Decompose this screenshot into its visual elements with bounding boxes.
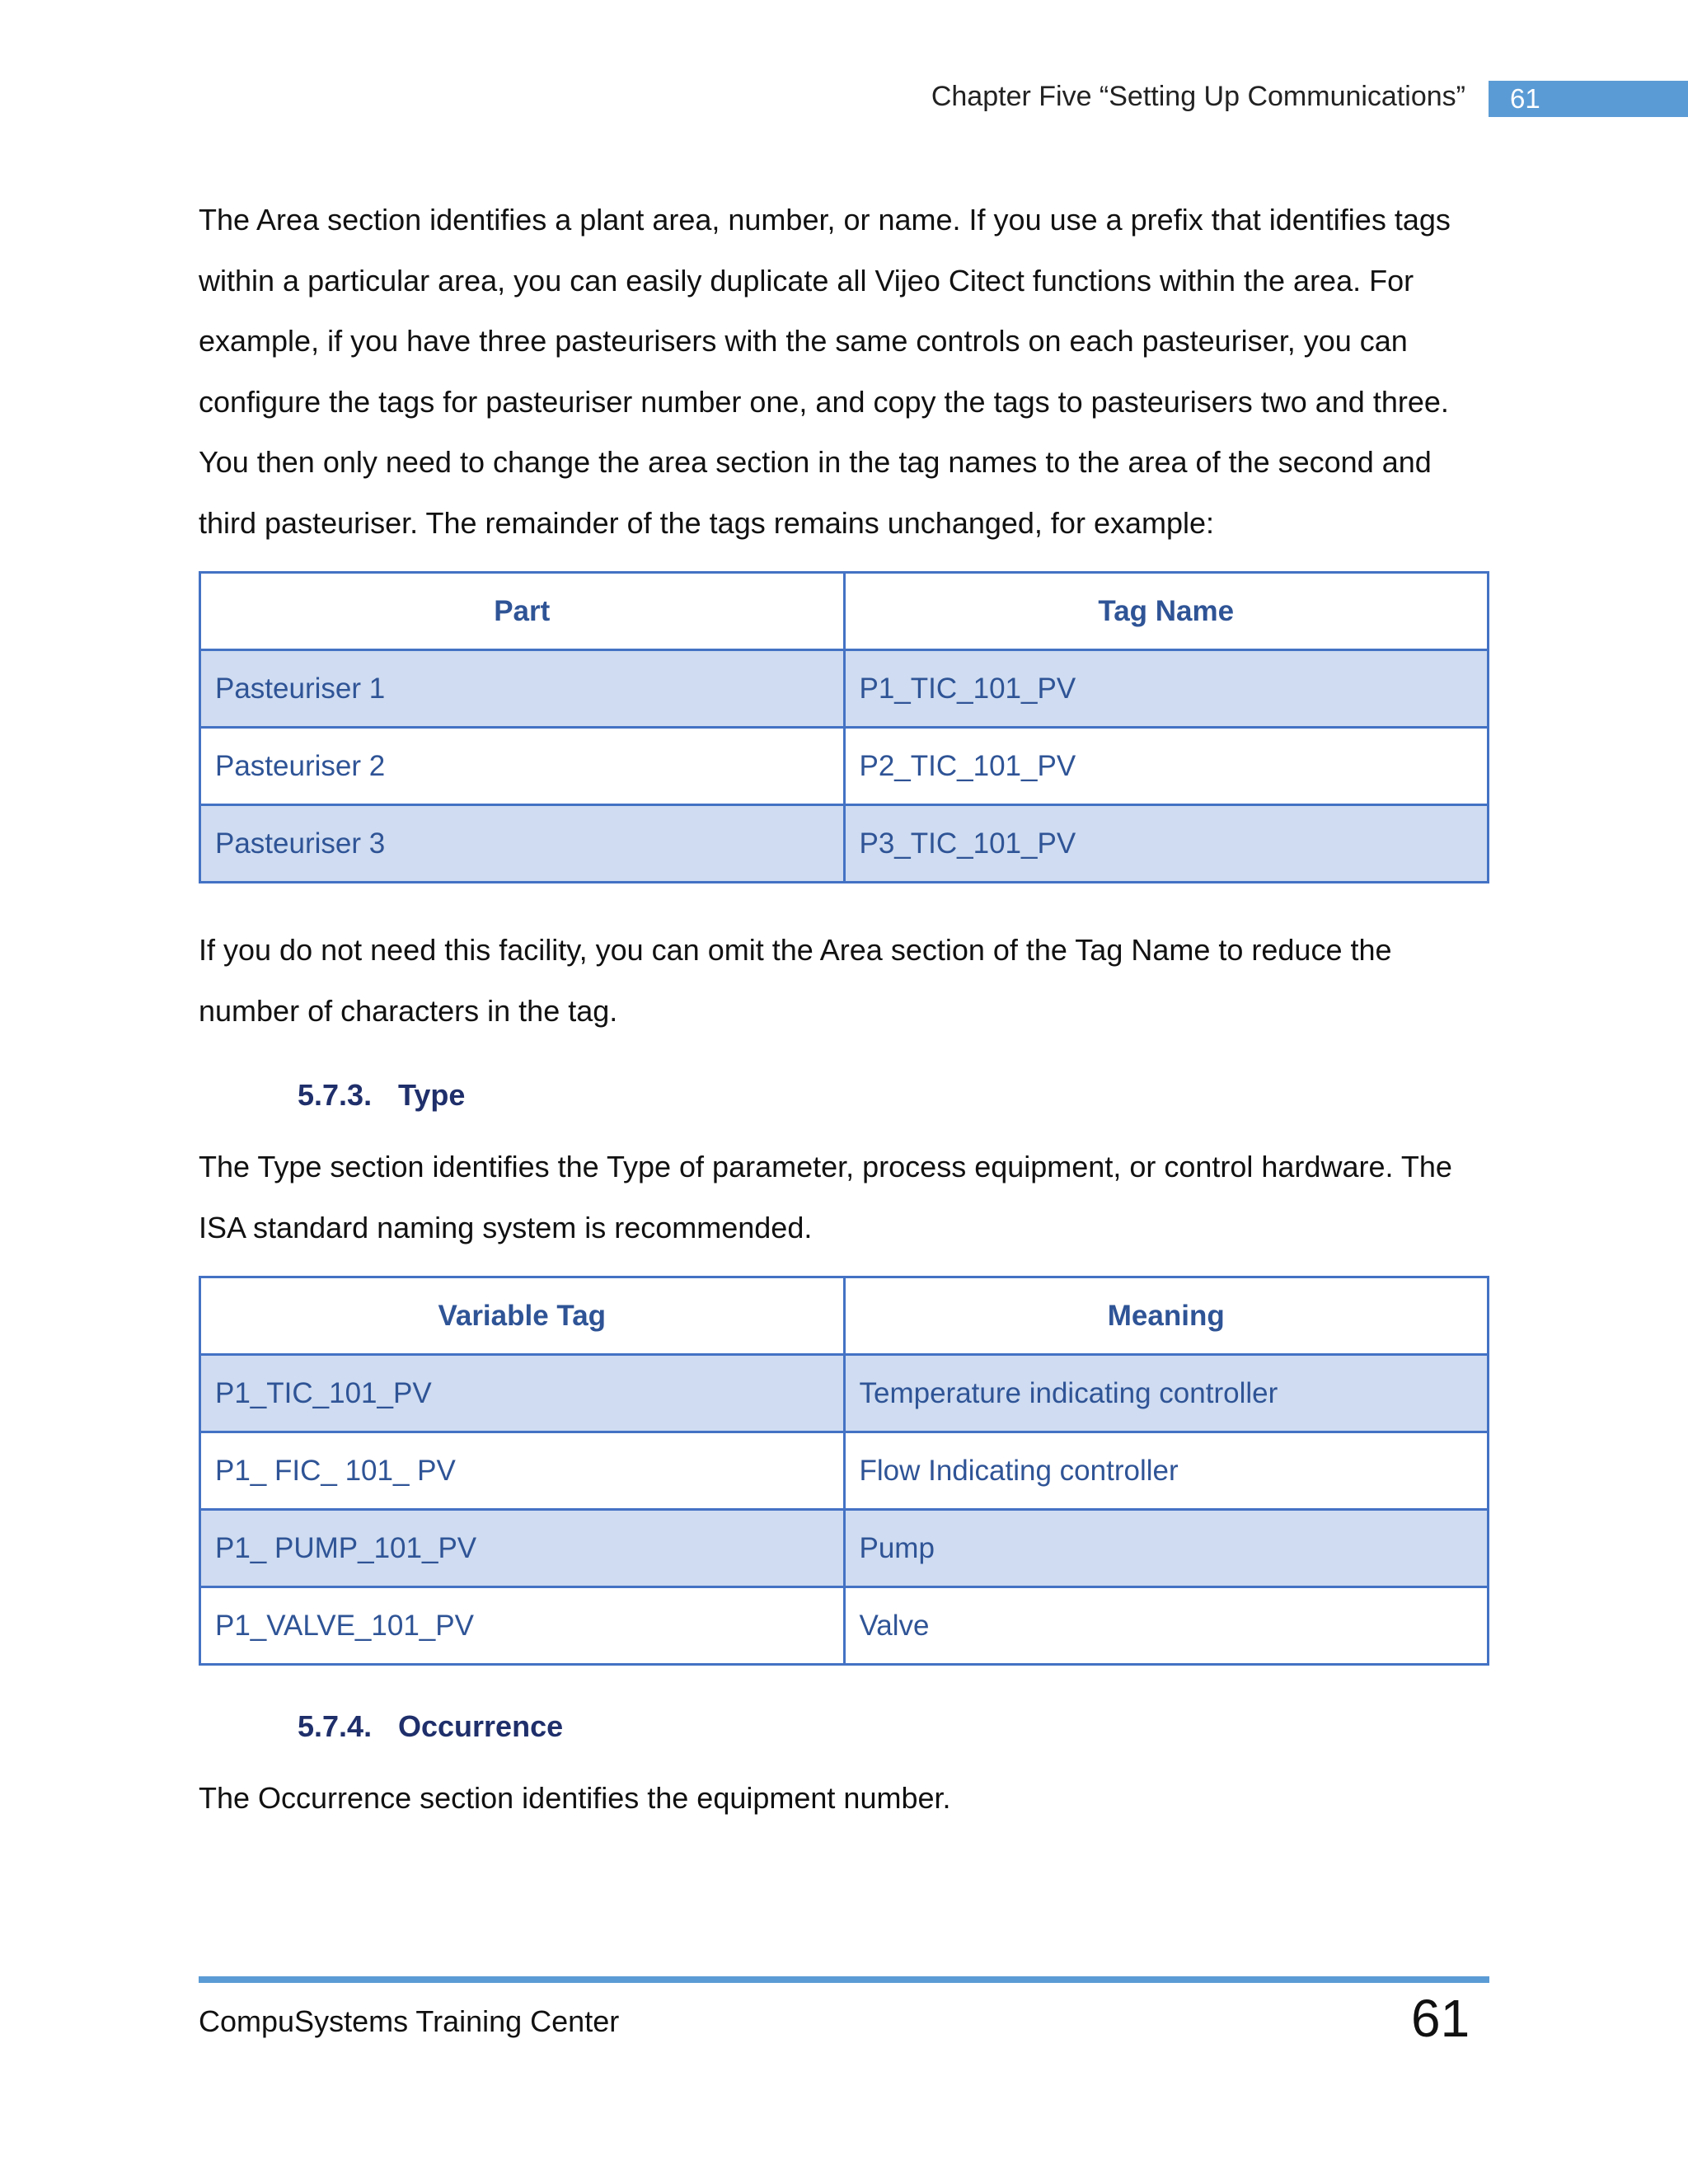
footer-organization: CompuSystems Training Center (199, 2004, 620, 2038)
section-heading-occurrence (199, 1702, 1489, 1751)
footer-page-number: 61 (1411, 1989, 1470, 2048)
column-header-meaning: Meaning (844, 1277, 1489, 1355)
area-tag-table (199, 571, 1489, 883)
table-row (200, 728, 1489, 805)
table-row (200, 805, 1489, 883)
table-cell: P1_VALVE_101_PV (200, 1587, 845, 1665)
table-row (200, 650, 1489, 728)
table-cell: Flow Indicating controller (844, 1432, 1489, 1510)
table-cell: Pasteuriser 3 (200, 805, 845, 883)
chapter-title: Chapter Five “Setting Up Communications” (931, 81, 1465, 112)
table-header-row (200, 1277, 1489, 1355)
table-row (200, 1510, 1489, 1587)
table-row (200, 1432, 1489, 1510)
table-cell: P1_TIC_101_PV (200, 1355, 845, 1432)
table-row (200, 1587, 1489, 1665)
type-intro-paragraph: The Type section identifies the Type of parameter, process equipment, or control hardware. The ISA standard naming system is recommended. (199, 1150, 1452, 1244)
occurrence-intro-paragraph: The Occurrence section identifies the equipment number. (199, 1781, 951, 1815)
table-cell: Temperature indicating controller (844, 1355, 1489, 1432)
table-cell: P3_TIC_101_PV (844, 805, 1489, 883)
table-cell: Pasteuriser 2 (200, 728, 845, 805)
table-cell: Valve (844, 1587, 1489, 1665)
page-content (199, 190, 1489, 1829)
area-intro-paragraph: The Area section identifies a plant area, number, or name. If you use a prefix that identifies tags within a particular area, you can easily duplicate all Vijeo Citect functions within the area. For example, if you have three pasteurisers with the same controls on each pasteuriser, you can configure the tags for pasteuriser number one, and copy the tags to pasteurisers two and three. You then only need to change the area section in the tag names to the area of the second and third pasteuriser. The remainder of the tags remains unchanged, for example: (199, 203, 1451, 540)
section-title: Type (398, 1078, 466, 1112)
section-number: 5.7.4. (298, 1709, 373, 1743)
section-number: 5.7.3. (298, 1078, 373, 1112)
table-cell: Pump (844, 1510, 1489, 1587)
footer-divider (199, 1976, 1489, 1983)
column-header-variable-tag: Variable Tag (200, 1277, 845, 1355)
table-cell: P1_ PUMP_101_PV (200, 1510, 845, 1587)
table-header-row (200, 573, 1489, 650)
column-header-tag-name: Tag Name (844, 573, 1489, 650)
table-cell: P2_TIC_101_PV (844, 728, 1489, 805)
area-omit-paragraph: If you do not need this facility, you can omit the Area section of the Tag Name to reduce the number of characters in the tag. (199, 933, 1392, 1028)
table-cell: P1_TIC_101_PV (844, 650, 1489, 728)
table-cell: P1_ FIC_ 101_ PV (200, 1432, 845, 1510)
table-row (200, 1355, 1489, 1432)
page-number-badge: 61 (1489, 81, 1688, 117)
column-header-part: Part (200, 573, 845, 650)
section-title: Occurrence (398, 1709, 564, 1743)
type-tag-table (199, 1276, 1489, 1666)
section-heading-type (199, 1071, 1489, 1120)
table-cell: Pasteuriser 1 (200, 650, 845, 728)
